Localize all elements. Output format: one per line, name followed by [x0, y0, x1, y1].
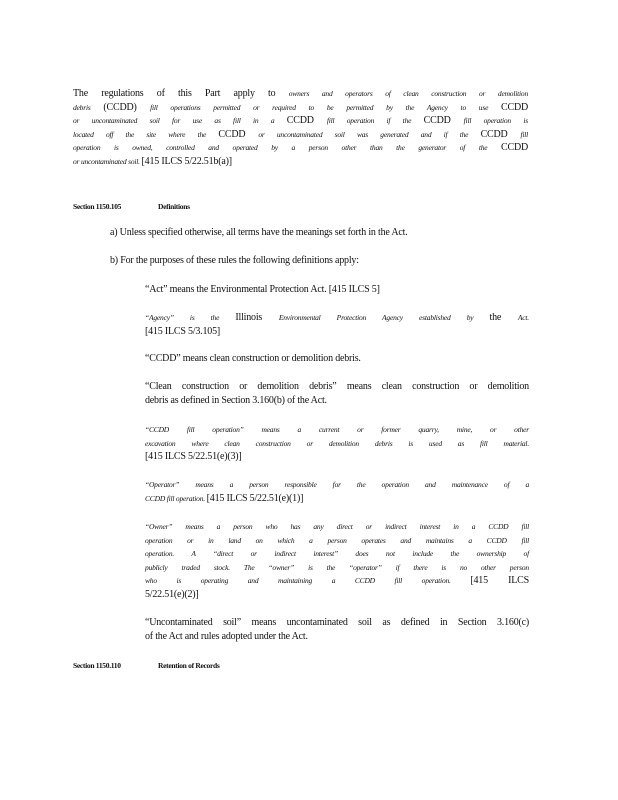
italic-run: Environmental Protection Agency established by [278, 313, 490, 322]
text-line [145, 450, 529, 464]
text-run: the [489, 312, 518, 323]
text-line [73, 87, 528, 101]
italic-run: Act. [517, 313, 529, 322]
italic-run: debris [73, 102, 104, 112]
definition-operator [145, 478, 529, 505]
text-line [145, 520, 529, 534]
intro-paragraph [73, 87, 528, 168]
text-run: debris as defined in Section 3.160(b) of the Act. [145, 394, 327, 406]
section-number: Section 1150.105 [73, 202, 122, 211]
text-run: “Act” means the Environmental Protection Act. [415 ILCS 5] [145, 284, 380, 295]
italic-run: owners and operators of clean construction or demolition [288, 89, 528, 98]
italic-run: “CCDD fill operation” means a current or former quarry, mine, or other [145, 425, 529, 434]
text-line [145, 311, 529, 325]
text-line [110, 254, 528, 268]
italic-run: fill operations permitted or required to be permitted by the Agency to use [150, 102, 502, 112]
text-line [73, 155, 528, 169]
text-run: [415 ILCS 5/22.51(e)(1)] [206, 492, 304, 504]
text-line [110, 226, 528, 240]
italic-run: “Agency” is the [145, 313, 236, 322]
text-run: Illinois [235, 312, 279, 323]
italic-run: “Operator” means a person responsible for the operation and maintenance of a [145, 480, 529, 489]
definition-ccdd-fill-operation [145, 423, 529, 464]
text-run: b) For the purposes of these rules the following definitions apply: [110, 255, 359, 266]
italic-run: or uncontaminated soil. [73, 156, 142, 166]
italic-run: located off the site where the [73, 129, 219, 139]
definition-uncontaminated-soil [145, 616, 529, 643]
italic-run: “Owner” means a person who has any direct or indirect interest in a CCDD fill [145, 522, 529, 531]
list-item-a [110, 226, 528, 240]
text-run: CCDD [501, 142, 528, 153]
text-run: (CCDD) [103, 101, 151, 113]
text-run: “Clean construction or demolition debris” means clean construction or demolition [145, 381, 529, 392]
text-line [145, 423, 529, 437]
text-line [73, 101, 528, 115]
text-run: of the Act and rules adopted under the Act. [145, 630, 308, 642]
italic-run: operation or in land on which a person operates and maintains a CCDD fill [145, 535, 529, 545]
text-line [73, 141, 528, 155]
text-line [145, 437, 529, 451]
italic-run: operation. A “direct or indirect interest” does not include the ownership of [145, 549, 529, 558]
italic-run: who is operating and maintaining a CCDD fill operation. [145, 576, 471, 585]
italic-run: publicly traded stock. The “owner” is the “operator” if there is no other person [145, 562, 529, 572]
text-line [145, 352, 529, 366]
section-number: Section 1150.110 [73, 661, 121, 670]
text-run: The regulations of this Part apply to [73, 88, 289, 99]
text-run: [415 ILCS 5/22.51b(a)] [141, 155, 232, 167]
text-run: CCDD [480, 128, 521, 140]
text-run: a) Unless specified otherwise, all terms have the meanings set forth in the Act. [110, 227, 408, 238]
text-line [145, 492, 529, 506]
text-run: [415 ILCS 5/22.51(e)(3)] [145, 451, 242, 462]
italic-run: CCDD fill operation. [145, 493, 207, 503]
list-item-b [110, 254, 528, 268]
italic-run: or uncontaminated soil was generated and if the [258, 129, 481, 139]
text-run: “Uncontaminated soil” means uncontaminated soil as defined in Section 3.160(c) [145, 617, 529, 628]
text-line [145, 574, 529, 588]
section-title: Definitions [158, 202, 190, 211]
text-line [145, 325, 529, 339]
text-run: 5/22.51(e)(2)] [145, 588, 199, 600]
definition-act [145, 283, 529, 297]
text-run: CCDD [218, 128, 259, 140]
italic-run: excavation where clean construction or demolition debris is used as fill material. [145, 438, 529, 448]
text-line [145, 394, 529, 408]
text-run: “CCDD” means clean construction or demolition debris. [145, 353, 361, 364]
text-line [145, 534, 529, 548]
text-line [145, 616, 529, 630]
italic-run: operation is owned, controlled and operated by a person other than the generator of the [73, 143, 502, 152]
definition-owner [145, 520, 529, 601]
italic-run: fill [520, 129, 528, 139]
definition-agency [145, 311, 529, 338]
text-run: CCDD [423, 115, 464, 126]
text-run: [415 ILCS [470, 575, 530, 586]
text-line [145, 561, 529, 575]
text-line [145, 547, 529, 561]
text-run: CCDD [286, 115, 327, 126]
italic-run: fill operation is [463, 116, 528, 125]
text-line [145, 380, 529, 394]
italic-run: or uncontaminated soil for use as fill in a [73, 116, 287, 125]
text-line [145, 630, 529, 644]
text-line [145, 283, 529, 297]
text-line [73, 128, 528, 142]
section-title: Retention of Records [158, 661, 220, 670]
definition-clean-construction-debris [145, 380, 529, 407]
text-line [73, 114, 528, 128]
text-run: [415 ILCS 5/3.105] [145, 325, 221, 337]
text-line [145, 478, 529, 492]
definition-ccdd [145, 352, 529, 366]
text-run: CCDD [501, 101, 529, 113]
italic-run: fill operation if the [326, 116, 424, 125]
text-line [145, 588, 529, 602]
